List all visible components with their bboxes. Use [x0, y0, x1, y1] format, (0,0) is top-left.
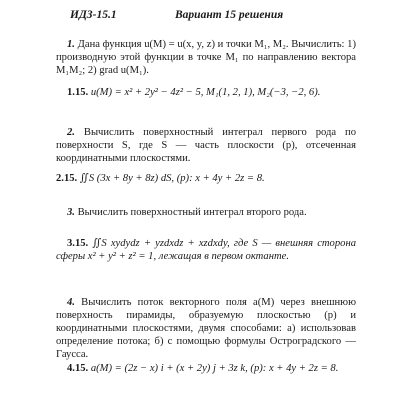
task-3-formula: ∬S xydydz + yzdxdz + xzdxdy, где S — внешняя сторона сферы x² + y² + z² = 1, лежащая в первом октанте. [56, 238, 357, 262]
problem-1-number: 1. [67, 39, 75, 50]
task-2-number: 2.15. [56, 173, 78, 184]
problem-4-statement [56, 296, 356, 361]
task-4-formula: a(M) = (2z − x) i + (x + 2y) j + 3z k, (p): x + 4y + 2z = 8. [90, 363, 339, 374]
task-1-number: 1.15. [67, 87, 89, 98]
problem-1-text: Дана функция u(M) = u(x, y, z) и точки M₁, M₂. Вычислить: 1) производную этой функции в точке M₁ по направлению вектора M₁M₂; 2) grad u(M₁). [56, 39, 356, 76]
problem-3-statement [56, 206, 356, 219]
problem-2-number: 2. [67, 127, 75, 138]
task-4-number: 4.15. [67, 363, 89, 374]
problem-4-task [56, 362, 356, 375]
problem-2-text: Вычислить поверхностный интеграл первого рода по поверхности S, где S — часть плоскости (p), отсеченная координатными плоскостями. [56, 127, 356, 164]
variant-title: Вариант 15 решения [175, 9, 284, 21]
problem-2-task [56, 172, 356, 185]
problem-3-number: 3. [67, 207, 75, 218]
problem-1-statement [56, 38, 356, 77]
problem-4-number: 4. [67, 297, 75, 308]
task-1-formula: u(M) = x² + 2y² − 4z² − 5, M₁(1, 2, 1), M₂(−3, −2, 6). [90, 87, 321, 98]
problem-3-task [56, 237, 356, 263]
task-2-formula: ∬S (3x + 8y + 8z) dS, (p): x + 4y + 2z = 8. [79, 173, 265, 184]
problem-2-statement [56, 126, 356, 165]
task-3-number: 3.15. [67, 238, 89, 249]
problem-3-text: Вычислить поверхностный интеграл второго рода. [77, 207, 307, 218]
problem-1-task [56, 86, 356, 99]
document-code: ИДЗ-15.1 [70, 9, 117, 21]
problem-4-text: Вычислить поток векторного поля a(M) через внешнюю поверхность пирамиды, образуемую плоскостью (p) и координатными плоскостями, двумя способами: а) использовав определение потока; б) с помощью формулы Остроградского — Гаусса. [56, 297, 356, 360]
